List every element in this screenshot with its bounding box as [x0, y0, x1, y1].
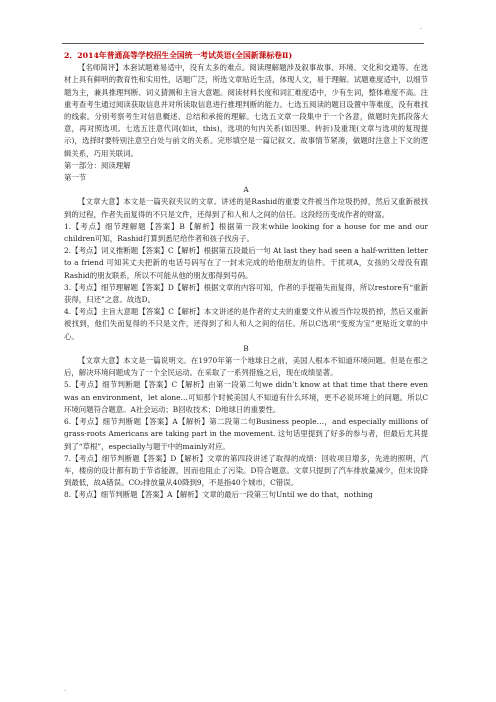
- passage-a-heading: A: [243, 185, 249, 195]
- document-body: [64, 50, 428, 502]
- answer-item-1: 1.【考点】细节理解题【答案】B【解析】根据第一段末while looking for a house for me and our children可知，Rashid打算到悉尼给作者和孩子找房子。: [64, 221, 428, 244]
- header-rule: [62, 43, 424, 44]
- page-corner-mark: .: [419, 22, 422, 31]
- page-bottom-mark: .: [64, 684, 67, 693]
- answer-item-8: 8.【考点】细节判断题【答案】A【解析】文章的最后一段第三句Until we do that，nothing: [64, 490, 373, 500]
- passage-a-summary: 【文章大意】本文是一篇夹叙夹议的文章。讲述的是Rashid的重要文件被当作垃圾扔掉，然后又重新被找到的过程，作者失而复得的不只是文件，还得到了和人和人之间的信任。这段经历变成作者的财富。: [64, 197, 428, 219]
- answer-item-6: 6.【考点】细节判断题【答案】A【解析】第二段第二句Business people…，and especially millions of grass-roots Americans are taking part in the movement. 这句话里提到了好多的参与者，但最后尤其提到了“草根”，especially与题干中的mainly对应。: [64, 417, 428, 451]
- section-heading: 第一节: [64, 173, 87, 183]
- answer-item-5: 5.【考点】细节判断题【答案】C【解析】由第一段第二句we didn’t know at that time that there even was an environment，let alone…可知那个时候美国人不知道有什么环境，更不必说环境上的问题。所以C环境问题符合题意。A社会运动；B回收技术；D地球日的重要性。: [64, 380, 428, 414]
- review-intro: 【名师简评】本套试题难易适中，没有太多的难点。阅读理解题涉及叙事故事、环境、文化和交通等。在选材上具有鲜明的教育性和实用性，话题广泛，所选文章贴近生活，体现人文，易于理解。试题难度适中，以细节题为主，兼具推理判断、词义猜测和主旨大意题。阅读材料长度和词汇难度适中，少有生词，整体难度不高。注重考查考生通过阅读获取信息并对所读取信息进行推理判断的能力。七选五阅读的题目设置中等难度，没有难找的线索。分别考察考生对信息概述、总结和承接的理解。七选五文章一段集中于一个各意，做题时先抓段落大意，再对照选项。七选五注意代词(如it，this)，选项的句内关系(如因果、转折)及重现(文章与选项的复现提示)，选择时要特别注意空白处与前文的关系。完形填空是一篇记叙文。故事情节紧凑，做题时注意上下文的逻辑关系，巧用关联词。: [64, 63, 428, 158]
- document-title: 2．2014年普通高等学校招生全国统一考试英语(全国新课标卷Ⅱ): [64, 51, 293, 60]
- answer-item-2: 2.【考点】词义推断题【答案】C【解析】根据第五段最后一句 At last they had seen a half-written letter to a friend 可知其丈夫把新的电话号码写在了一封未完成的给他朋友的信件。干扰项A，女孩的父母没有跟Rashid的朋友联系，所以不可能从他的朋友那得到号码。: [64, 246, 428, 280]
- passage-b-summary: 【文章大意】本文是一篇说明文。在1970年第一个地球日之前，美国人根本不知道环境问题。但是在那之后，解决环境问题成为了一个全民运动。在采取了一系列措施之后，现在成绩显著。: [64, 356, 428, 378]
- part-heading: 第一部分：阅读理解: [64, 160, 131, 170]
- answer-item-7: 7.【考点】细节判断题【答案】D【解析】文章的第四段讲述了取得的成绩：回收项目增多，先进的照明，汽车，楼房的设计都有助于节省能源，因而也阻止了污染。D符合题意。文章只提到了汽车排放量减少，但未说降到最低，故A错误。CO₂排放量从40降到9，不是指40个城市，C错误。: [64, 453, 428, 488]
- passage-b-heading: B: [243, 343, 249, 353]
- answer-item-4: 4.【考点】主旨大意题【答案】C【解析】本文讲述的是作者的丈夫的重要文件从被当作垃圾扔掉，然后又重新被找到，他们失而复得的不只是文件，还得到了和人和人之间的信任。所以C选项“变废为宝”更贴近文章的中心。: [64, 307, 428, 341]
- answer-item-3: 3.【考点】细节理解题【答案】D【解析】根据文章的内容可知，作者的手提箱失而复得，所以restore有“重新获得，归还”之意。故选D。: [64, 282, 428, 305]
